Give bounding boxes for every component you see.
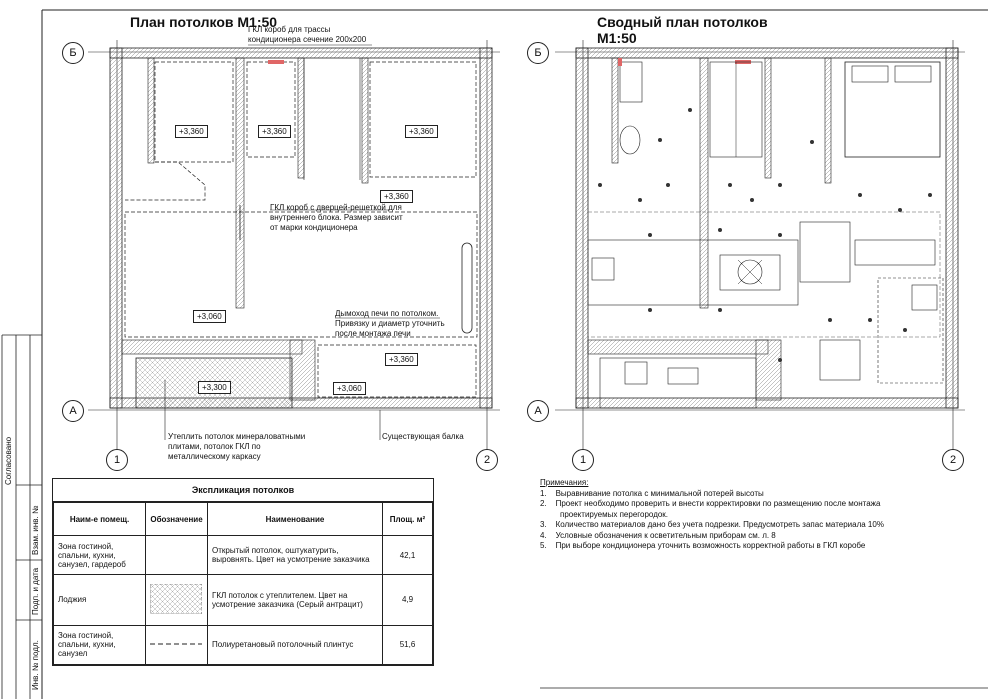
cell-symbol	[146, 536, 208, 575]
cell-symbol-hatch	[146, 575, 208, 625]
height-mark: +3,360	[385, 353, 418, 366]
cell-symbol-dashed	[146, 625, 208, 664]
cell-room: Зона гостиной, спальни, кухни, санузел, гардероб	[54, 536, 146, 575]
note-item: 2. Проект необходимо проверить и внести корректировки по размещению после монтажа проектируемых перегородок.	[540, 499, 881, 519]
note-item: 1. Выравнивание потолка с минимальной потерей высоты	[540, 488, 764, 498]
notes-block	[540, 478, 970, 552]
axis-a-right: А	[527, 400, 549, 422]
height-mark: +3,360	[258, 125, 291, 138]
cell-area: 4,9	[383, 575, 433, 625]
axis-1-right: 1	[572, 449, 594, 471]
cell-room: Лоджия	[54, 575, 146, 625]
col-area: Площ. м²	[383, 503, 433, 536]
col-symbol: Обозначение	[146, 503, 208, 536]
note-insulate: Утеплить потолок минераловатными плитами, потолок ГКЛ по металлическому каркасу	[168, 432, 306, 461]
axis-1-left: 1	[106, 449, 128, 471]
stamp-agreed: Согласовано	[4, 436, 13, 485]
height-mark: +3,060	[333, 382, 366, 395]
table-row	[54, 575, 433, 625]
table-row	[54, 536, 433, 575]
cell-area: 51,6	[383, 625, 433, 664]
explication-table	[52, 478, 434, 666]
stamp-inv-original: Инв. № подл.	[31, 640, 40, 690]
axis-b-left: Б	[62, 42, 84, 64]
height-mark: +3,300	[198, 381, 231, 394]
cell-room: Зона гостиной, спальни, кухни, санузел	[54, 625, 146, 664]
explication-title: Экспликация потолков	[53, 479, 433, 502]
height-mark: +3,060	[193, 310, 226, 323]
table-row	[54, 625, 433, 664]
axis-a-left: А	[62, 400, 84, 422]
col-room: Наим-е помещ.	[54, 503, 146, 536]
axis-b-right: Б	[527, 42, 549, 64]
stamp-replacing-inv: Взам. инв. №	[31, 505, 40, 555]
note-gkl-box-trace: ГКЛ короб для трассы кондиционера сечение 200х200	[248, 25, 367, 44]
note-item: 5. При выборе кондиционера уточнить возможность корректной работы в ГКЛ коробе	[540, 541, 866, 550]
note-existing-beam: Существующая балка	[382, 432, 464, 441]
notes-heading: Примечания:	[540, 478, 589, 487]
cell-name: ГКЛ потолок с утеплителем. Цвет на усмотрение заказчика (Серый антрацит)	[208, 575, 383, 625]
axis-2-left: 2	[476, 449, 498, 471]
cell-name: Открытый потолок, оштукатурить, выровнять. Цвет на усмотрение заказчика	[208, 536, 383, 575]
height-mark: +3,360	[175, 125, 208, 138]
note-chimney: Дымоход печи по потолком. Привязку и диаметр уточнить после монтажа печи	[335, 309, 445, 338]
right-plan-title: Сводный план потолков М1:50	[597, 14, 768, 46]
cell-name: Полиуретановый потолочный плинтус	[208, 625, 383, 664]
stamp-sign-date: Подп. и дата	[31, 567, 40, 615]
height-mark: +3,360	[405, 125, 438, 138]
axis-2-right: 2	[942, 449, 964, 471]
cell-area: 42,1	[383, 536, 433, 575]
col-name: Наименование	[208, 503, 383, 536]
note-item: 4. Условные обозначения к осветительным приборам см. л. 8	[540, 530, 776, 540]
left-plan-title: План потолков М1:50	[130, 14, 278, 30]
height-mark: +3,360	[380, 190, 413, 203]
note-gkl-box-door: ГКЛ короб с дверцей-решеткой для внутреннего блока. Размер зависит от марки кондиционера	[270, 203, 403, 232]
note-item: 3. Количество материалов дано без учета подрезки. Предусмотреть запас материала 10%	[540, 520, 884, 529]
